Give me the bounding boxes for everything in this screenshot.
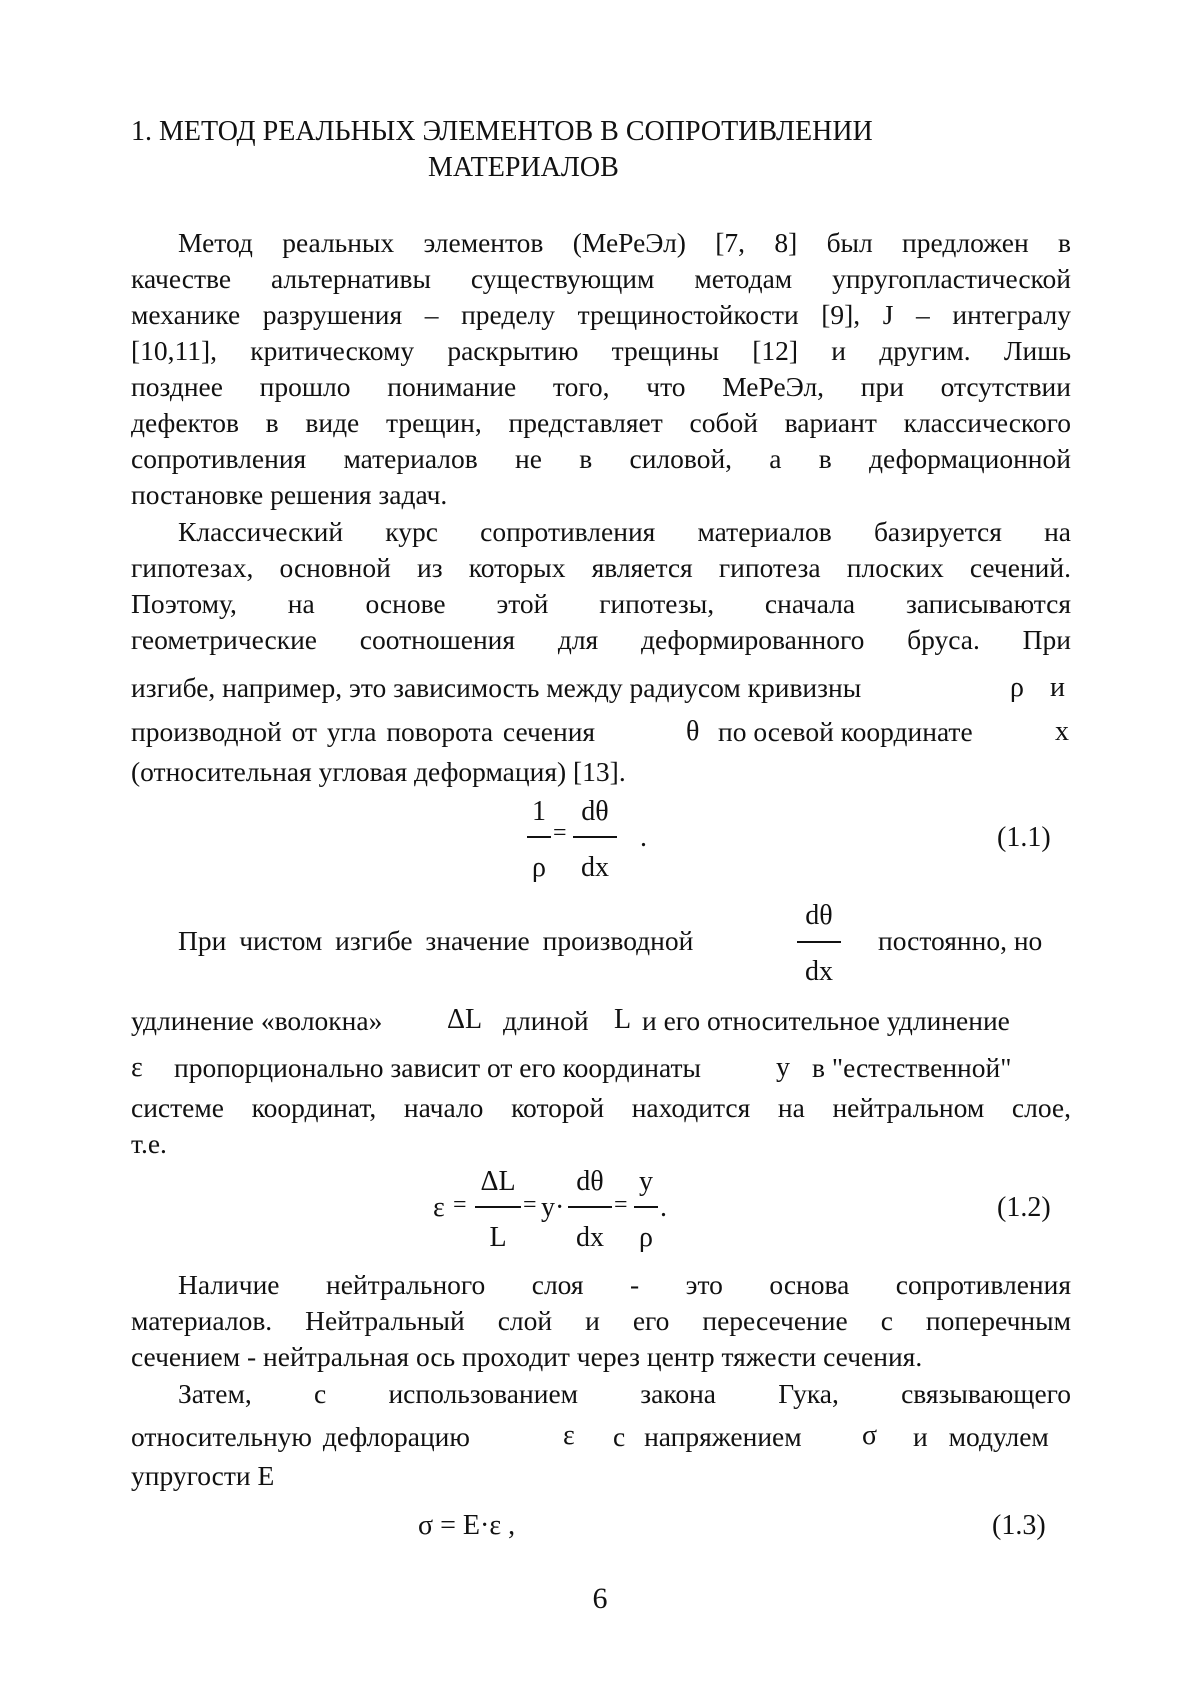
eq2-equals: = (614, 1192, 628, 1219)
para1-line: качестве альтернативы существующим методам упругопластической (131, 261, 1071, 297)
para5-text: с напряжением (613, 1421, 802, 1453)
eq2-frac2-denominator: dx (568, 1222, 612, 1254)
symbol-x: x (1055, 716, 1069, 748)
para1-line: сопротивления материалов не в силовой, а в деформационной (131, 441, 1071, 477)
para2-text: производной от угла поворота сечения (131, 716, 595, 748)
para4-line: сечением - нейтральная ось проходит через центр тяжести сечения. (131, 1339, 1071, 1375)
eq2-frac3-bar (634, 1206, 658, 1208)
para3-text: длиной (503, 1005, 589, 1037)
eq1-rhs-bar (573, 836, 617, 838)
symbol-epsilon: ε (563, 1420, 575, 1452)
para1-line: Метод реальных элементов (МеРеЭл) [7, 8] был предложен в (178, 225, 1071, 261)
para3-frac-numerator: dθ (797, 900, 841, 932)
eq2-frac1-numerator: ΔL (475, 1166, 521, 1198)
para2-word: и (1050, 672, 1065, 704)
para1-line: [10,11], критическому раскрытию трещины [12] и другим. Лишь (131, 333, 1071, 369)
para3-text: в "естественной" (812, 1052, 1011, 1084)
para3-text: и его относительное удлинение (642, 1005, 1010, 1037)
eq2-equals: = (453, 1192, 467, 1219)
para3-line: системе координат, начало которой находится на нейтральном слое, (131, 1090, 1071, 1126)
eq2-equals: = (523, 1192, 537, 1219)
para2-line: (относительная угловая деформация) [13]. (131, 754, 1071, 790)
eq1-lhs-bar (527, 836, 551, 838)
para3-line: т.е. (131, 1126, 1071, 1162)
eq1-rhs-denominator: dx (573, 852, 617, 884)
para1-line: позднее прошло понимание того, что МеРеЭл, при отсутствии (131, 369, 1071, 405)
eq3-expression: σ = E·ε , (418, 1510, 515, 1542)
symbol-sigma: σ (862, 1420, 877, 1452)
eq1-equals: = (553, 820, 567, 847)
eq1-dot: . (640, 822, 647, 854)
para2-line: геометрические соотношения для деформированного бруса. При (131, 622, 1071, 658)
para2-text: по осевой координате (718, 716, 973, 748)
para4-line: Наличие нейтрального слоя - это основа сопротивления (178, 1267, 1071, 1303)
eq2-frac3-numerator: y (634, 1166, 658, 1198)
eq2-frac1-bar (475, 1206, 521, 1208)
document-page (0, 0, 1200, 1703)
eq1-rhs-numerator: dθ (573, 796, 617, 828)
eq2-epsilon: ε (433, 1192, 445, 1224)
eq3-label: (1.3) (992, 1510, 1046, 1542)
page-number: 6 (0, 1582, 1200, 1616)
symbol-y: y (776, 1052, 790, 1084)
eq1-lhs-denominator: ρ (527, 852, 551, 884)
eq2-frac2-numerator: dθ (568, 1166, 612, 1198)
eq2-dot: . (660, 1192, 667, 1224)
para1-line: постановке решения задач. (131, 477, 1071, 513)
para2-line: гипотезах, основной из которых является гипотеза плоских сечений. (131, 550, 1071, 586)
section-heading-line2: МАТЕРИАЛОВ (428, 150, 619, 186)
para4-line: материалов. Нейтральный слой и его пересечение с поперечным (131, 1303, 1071, 1339)
eq2-frac1-denominator: L (475, 1222, 521, 1254)
para2-line: Поэтому, на основе этой гипотезы, сначала записываются (131, 586, 1071, 622)
symbol-L: L (614, 1004, 631, 1036)
para5-text: относительную дефлорацию (131, 1421, 470, 1453)
section-heading-line1: 1. МЕТОД РЕАЛЬНЫХ ЭЛЕМЕНТОВ В СОПРОТИВЛЕНИИ (131, 114, 873, 150)
para5-line: Затем, с использованием закона Гука, связывающего (178, 1376, 1071, 1412)
symbol-rho: ρ (1010, 672, 1024, 704)
eq2-frac3-denominator: ρ (634, 1222, 658, 1254)
para2-line: Классический курс сопротивления материалов базируется на (178, 514, 1071, 550)
para3-text: удлинение «волокна» (131, 1005, 382, 1037)
para3-frac-denominator: dx (797, 956, 841, 988)
para3-frac-bar (797, 941, 841, 943)
para5-line: упругости E (131, 1458, 1071, 1494)
eq2-frac2-bar (568, 1206, 612, 1208)
para2-line: изгибе, например, это зависимость между радиусом кривизны (131, 670, 1031, 706)
para1-line: механике разрушения – пределу трещиностойкости [9], J – интегралу (131, 297, 1071, 333)
symbol-theta: θ (686, 716, 699, 748)
eq1-lhs-numerator: 1 (527, 796, 551, 828)
eq1-label: (1.1) (997, 822, 1051, 854)
para3-text: При чистом изгибе значение производной (178, 925, 693, 957)
para3-text: постоянно, но (878, 925, 1042, 957)
eq2-y: y· (541, 1192, 564, 1224)
para3-text: пропорционально зависит от его координаты (174, 1052, 701, 1084)
eq2-label: (1.2) (997, 1192, 1051, 1224)
symbol-epsilon: ε (131, 1052, 143, 1084)
symbol-delta-L: ΔL (447, 1004, 482, 1036)
para1-line: дефектов в виде трещин, представляет собой вариант классического (131, 405, 1071, 441)
para5-text: и модулем (913, 1421, 1049, 1453)
